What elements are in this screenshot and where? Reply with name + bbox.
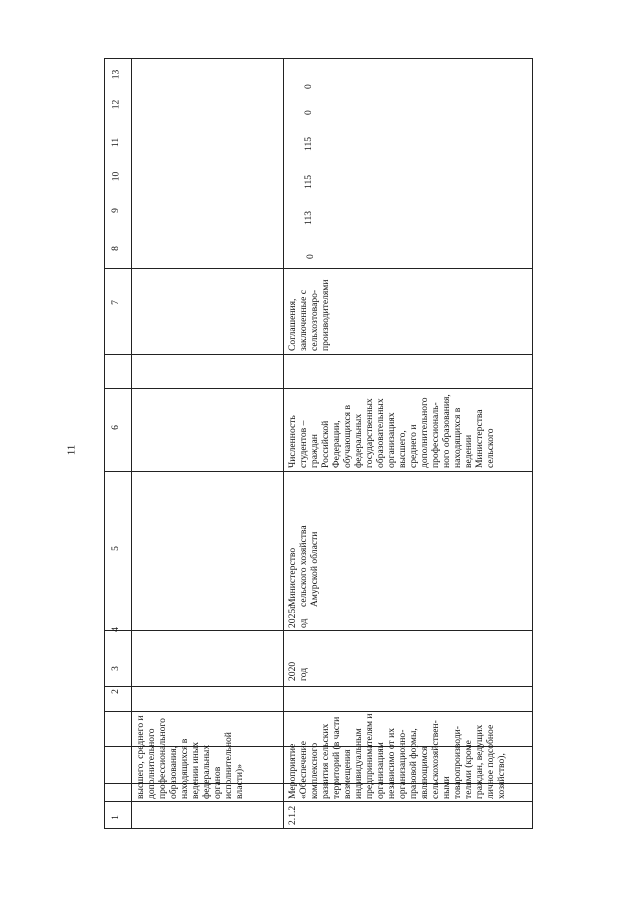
row2-col5-text: Министерство сельского хозяйства Амурской области (287, 525, 320, 607)
row2-col8-value: 0 (305, 254, 316, 259)
rotated-table (104, 58, 533, 829)
row2-col4-text: 2025г од (287, 604, 309, 628)
header-col-9: 9 (109, 208, 121, 213)
header-col-7: 7 (109, 300, 121, 305)
row2-col10-value: 115 (303, 174, 314, 189)
header-col-1: 1 (109, 815, 121, 820)
header-col-3: 3 (109, 666, 121, 671)
row2-col2-text: Мероприятие «Обеспечение комплексного развития сельских территорий (в части возмещения индивидуальным предпринимателям и организациям независимо от их организационно- правовой формы, являющимся сельскохозяйствен- ными товаропроизводи- телями (кроме граждан, ведущих личное подсобное хозяйство), (287, 713, 507, 799)
row2-col12-value: 0 (303, 110, 314, 115)
header-col-10: 10 (110, 171, 122, 182)
row2-col7-text: Соглашения, заключенные с сельхозтоваро- производителями (287, 279, 331, 351)
row2-col13-value: 0 (303, 84, 314, 89)
header-col-4: 4 (109, 627, 121, 632)
header-col-13: 13 (110, 69, 122, 80)
row1-col2-text: высшего, среднего и дополнительного профессионального образования, находящихся в ведении иных федеральных органов исполнительной власти)» (135, 715, 245, 799)
page-number: 11 (65, 444, 78, 456)
header-col-11: 11 (110, 137, 122, 148)
header-col-12: 12 (110, 99, 122, 110)
row2-col9-value: 113 (303, 210, 314, 225)
row2-col3-text: 2020 год (287, 661, 309, 681)
row2-col11-value: 115 (303, 136, 314, 151)
row2-col1-number: 2.1.2 (287, 805, 298, 825)
header-col-6: 6 (109, 425, 121, 430)
header-col-5: 5 (109, 546, 121, 551)
row2-col6-text: Численность студентов – граждан Российской Федерации, обучающихся в федеральных государственных образовательных организациях высшего, среднего и дополнительного профессиональ- ного образования, находящихся в ведении Министерства сельского (287, 394, 496, 468)
header-col-8: 8 (109, 246, 121, 251)
header-col-2: 2 (109, 689, 121, 694)
